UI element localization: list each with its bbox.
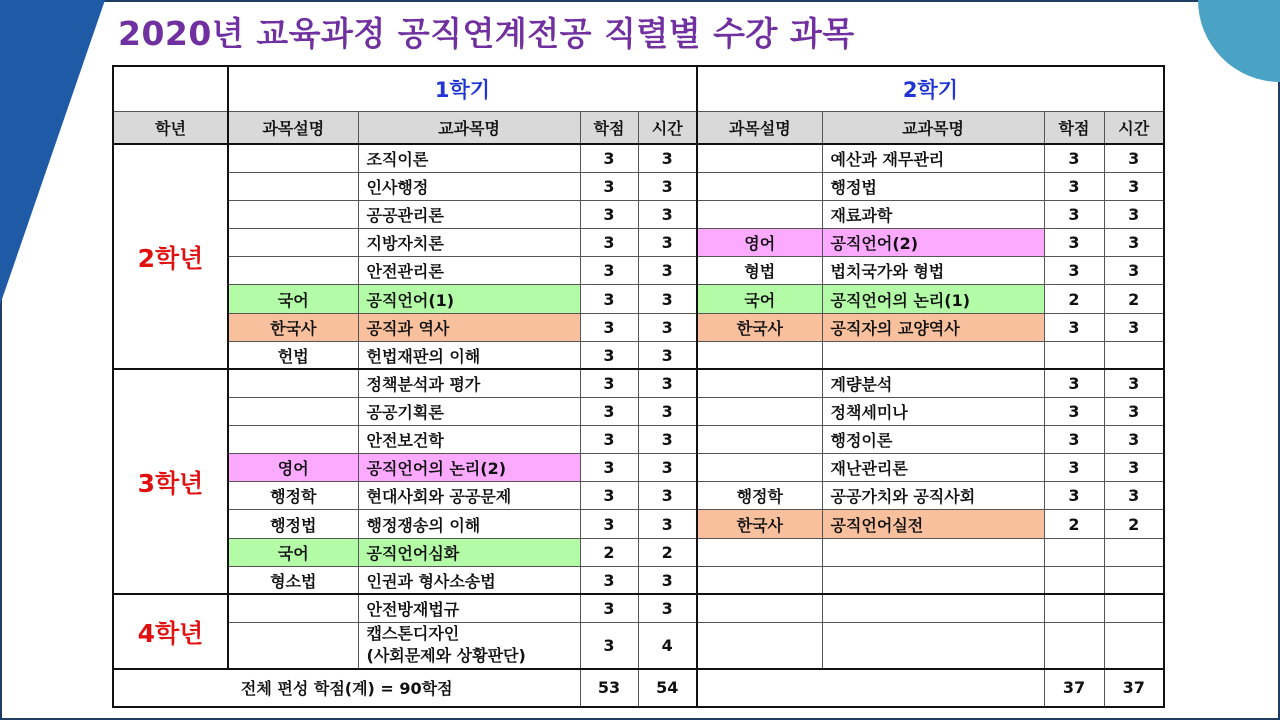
subject-cell: 계량분석 (822, 369, 1044, 397)
hours-cell: 3 (1104, 482, 1164, 510)
desc-cell (228, 229, 358, 257)
table-row (113, 510, 1164, 538)
subject-cell: 공직언어심화 (358, 538, 580, 566)
credit-cell: 3 (580, 482, 638, 510)
hours-cell: 3 (638, 285, 697, 313)
hours-header-2: 시간 (1104, 111, 1164, 144)
desc-cell (697, 538, 822, 566)
subject-cell: 공직언어실전 (822, 510, 1044, 538)
hours-cell: 3 (1104, 454, 1164, 482)
hours-cell: 3 (638, 172, 697, 200)
desc-cell (697, 144, 822, 172)
credit-cell (1044, 594, 1104, 622)
hours-cell: 3 (638, 566, 697, 594)
table-row (113, 454, 1164, 482)
total-row (113, 669, 1164, 707)
credit-cell: 3 (1044, 454, 1104, 482)
table-row (113, 426, 1164, 454)
total-label: 전체 편성 학점(계) = 90학점 (113, 669, 580, 707)
desc-cell: 헌법 (228, 341, 358, 369)
subject-cell: 공직과 역사 (358, 313, 580, 341)
desc-cell: 행정법 (228, 510, 358, 538)
subject-cell: 법치국가와 형법 (822, 257, 1044, 285)
semester-header-row (113, 66, 1164, 111)
credit-cell: 2 (1044, 510, 1104, 538)
desc-cell: 형법 (697, 257, 822, 285)
subject-cell: 현대사회와 공공문제 (358, 482, 580, 510)
hours-cell: 3 (638, 341, 697, 369)
desc-cell (697, 369, 822, 397)
desc-cell: 영어 (697, 229, 822, 257)
credit-cell (1044, 341, 1104, 369)
desc-header-1: 과목설명 (228, 111, 358, 144)
table-row (113, 257, 1164, 285)
hours-cell: 3 (638, 397, 697, 425)
credit-cell: 3 (580, 397, 638, 425)
table-row (113, 313, 1164, 341)
subject-cell (822, 538, 1044, 566)
desc-cell: 행정학 (228, 482, 358, 510)
credit-cell: 3 (580, 510, 638, 538)
credit-cell: 3 (1044, 172, 1104, 200)
desc-cell (228, 369, 358, 397)
corner-decoration-right (1198, 0, 1280, 82)
desc-cell: 국어 (697, 285, 822, 313)
grade-4-label: 4학년 (113, 594, 228, 668)
desc-cell (228, 397, 358, 425)
empty-corner-cell (113, 66, 228, 111)
credit-cell: 2 (580, 538, 638, 566)
subject-cell: 안전보건학 (358, 426, 580, 454)
credit-cell: 3 (580, 594, 638, 622)
hours-cell: 3 (1104, 397, 1164, 425)
subject-cell (822, 566, 1044, 594)
credit-cell: 3 (580, 341, 638, 369)
credit-cell: 3 (1044, 144, 1104, 172)
subject-cell: 인사행정 (358, 172, 580, 200)
desc-cell (697, 201, 822, 229)
hours-cell: 3 (638, 369, 697, 397)
hours-cell (1104, 566, 1164, 594)
credit-cell: 2 (1044, 285, 1104, 313)
table-row (113, 229, 1164, 257)
desc-cell: 형소법 (228, 566, 358, 594)
subject-cell: 공공가치와 공직사회 (822, 482, 1044, 510)
table-row (113, 622, 1164, 668)
hours-cell: 3 (1104, 369, 1164, 397)
subject-cell-capstone (358, 622, 580, 668)
hours-cell: 3 (638, 313, 697, 341)
subject-cell (822, 594, 1044, 622)
table-row (113, 566, 1164, 594)
subject-cell: 행정법 (822, 172, 1044, 200)
curriculum-table (112, 65, 1165, 708)
credit-cell: 3 (1044, 229, 1104, 257)
hours-cell: 3 (638, 594, 697, 622)
column-header-row (113, 111, 1164, 144)
subject-cell (822, 341, 1044, 369)
total-credit-1: 53 (580, 669, 638, 707)
total-credit-2: 37 (1044, 669, 1104, 707)
credit-cell: 3 (580, 172, 638, 200)
table-row (113, 482, 1164, 510)
hours-cell: 3 (1104, 257, 1164, 285)
hours-cell (1104, 341, 1164, 369)
subject-cell: 공직자의 교양역사 (822, 313, 1044, 341)
hours-cell: 2 (1104, 510, 1164, 538)
table-row (113, 201, 1164, 229)
subject-cell: 안전관리론 (358, 257, 580, 285)
desc-cell (228, 257, 358, 285)
credit-cell: 3 (1044, 397, 1104, 425)
corner-decoration-left (0, 0, 110, 310)
subject-cell: 공직언어의 논리(2) (358, 454, 580, 482)
credit-cell (1044, 622, 1104, 668)
credit-cell: 3 (1044, 313, 1104, 341)
credit-cell: 3 (580, 622, 638, 668)
table-row (113, 369, 1164, 397)
credit-cell: 3 (580, 454, 638, 482)
subject-cell: 지방자치론 (358, 229, 580, 257)
subject-cell: 행정쟁송의 이해 (358, 510, 580, 538)
credit-cell: 3 (1044, 257, 1104, 285)
subject-cell: 공직언어의 논리(1) (822, 285, 1044, 313)
credit-cell: 3 (580, 566, 638, 594)
capstone-title: 캡스톤디자인 (366, 624, 460, 644)
hours-cell: 3 (638, 201, 697, 229)
credit-cell: 3 (580, 426, 638, 454)
credit-cell: 3 (580, 257, 638, 285)
table-row (113, 285, 1164, 313)
hours-cell: 3 (638, 454, 697, 482)
hours-cell: 3 (638, 482, 697, 510)
credit-cell: 3 (580, 201, 638, 229)
subject-header-2: 교과목명 (822, 111, 1044, 144)
credit-cell: 3 (1044, 201, 1104, 229)
credit-cell: 3 (580, 229, 638, 257)
desc-header-2: 과목설명 (697, 111, 822, 144)
hours-cell (1104, 538, 1164, 566)
desc-cell: 국어 (228, 285, 358, 313)
subject-cell: 공직언어(1) (358, 285, 580, 313)
page-title: 2020년 교육과정 공직연계전공 직렬별 수강 과목 (118, 14, 855, 53)
total-hours-2: 37 (1104, 669, 1164, 707)
credit-cell: 3 (1044, 482, 1104, 510)
hours-cell (1104, 594, 1164, 622)
subject-cell: 공공관리론 (358, 201, 580, 229)
subject-cell: 정책분석과 평가 (358, 369, 580, 397)
subject-cell: 행정이론 (822, 426, 1044, 454)
subject-cell: 조직이론 (358, 144, 580, 172)
semester-2-label: 2학기 (697, 66, 1164, 111)
grade-2-label: 2학년 (113, 144, 228, 369)
desc-cell (697, 454, 822, 482)
subject-header-1: 교과목명 (358, 111, 580, 144)
subject-cell: 예산과 재무관리 (822, 144, 1044, 172)
hours-cell: 3 (1104, 426, 1164, 454)
hours-cell (1104, 622, 1164, 668)
hours-cell: 3 (1104, 144, 1164, 172)
desc-cell (228, 622, 358, 668)
credit-cell: 3 (580, 369, 638, 397)
desc-cell (697, 397, 822, 425)
desc-cell (697, 426, 822, 454)
desc-cell (228, 426, 358, 454)
table-row (113, 397, 1164, 425)
subject-cell: 헌법재판의 이해 (358, 341, 580, 369)
hours-cell: 3 (1104, 172, 1164, 200)
desc-cell (228, 172, 358, 200)
hours-cell: 2 (1104, 285, 1164, 313)
desc-cell (697, 172, 822, 200)
semester-1-label: 1학기 (228, 66, 697, 111)
hours-cell: 3 (638, 510, 697, 538)
credit-header-1: 학점 (580, 111, 638, 144)
desc-cell (228, 594, 358, 622)
capstone-subtitle: (사회문제와 상황판단) (366, 646, 526, 666)
credit-cell: 3 (580, 285, 638, 313)
desc-cell (697, 341, 822, 369)
subject-cell: 안전방재법규 (358, 594, 580, 622)
table-row (113, 538, 1164, 566)
hours-cell: 3 (638, 426, 697, 454)
desc-cell (697, 594, 822, 622)
subject-cell: 인권과 형사소송법 (358, 566, 580, 594)
hours-cell: 4 (638, 622, 697, 668)
desc-cell: 행정학 (697, 482, 822, 510)
table-row (113, 144, 1164, 172)
credit-cell (1044, 566, 1104, 594)
desc-cell: 영어 (228, 454, 358, 482)
desc-cell (228, 144, 358, 172)
total-hours-1: 54 (638, 669, 697, 707)
credit-cell: 3 (1044, 426, 1104, 454)
credit-cell: 3 (580, 313, 638, 341)
desc-cell (697, 566, 822, 594)
desc-cell (697, 622, 822, 668)
credit-header-2: 학점 (1044, 111, 1104, 144)
hours-cell: 2 (638, 538, 697, 566)
total-empty-2 (697, 669, 1044, 707)
subject-cell: 정책세미나 (822, 397, 1044, 425)
desc-cell: 국어 (228, 538, 358, 566)
subject-cell (822, 622, 1044, 668)
subject-cell: 재료과학 (822, 201, 1044, 229)
hours-header-1: 시간 (638, 111, 697, 144)
subject-cell: 재난관리론 (822, 454, 1044, 482)
subject-cell: 공직언어(2) (822, 229, 1044, 257)
desc-cell: 한국사 (228, 313, 358, 341)
hours-cell: 3 (638, 257, 697, 285)
credit-cell (1044, 538, 1104, 566)
subject-cell: 공공기획론 (358, 397, 580, 425)
grade-header: 학년 (113, 111, 228, 144)
hours-cell: 3 (638, 229, 697, 257)
table-row (113, 172, 1164, 200)
hours-cell: 3 (1104, 229, 1164, 257)
desc-cell: 한국사 (697, 313, 822, 341)
hours-cell: 3 (1104, 313, 1164, 341)
hours-cell: 3 (1104, 201, 1164, 229)
credit-cell: 3 (580, 144, 638, 172)
grade-3-label: 3학년 (113, 369, 228, 594)
credit-cell: 3 (1044, 369, 1104, 397)
hours-cell: 3 (638, 144, 697, 172)
table-row (113, 341, 1164, 369)
desc-cell (228, 201, 358, 229)
desc-cell: 한국사 (697, 510, 822, 538)
table-row (113, 594, 1164, 622)
